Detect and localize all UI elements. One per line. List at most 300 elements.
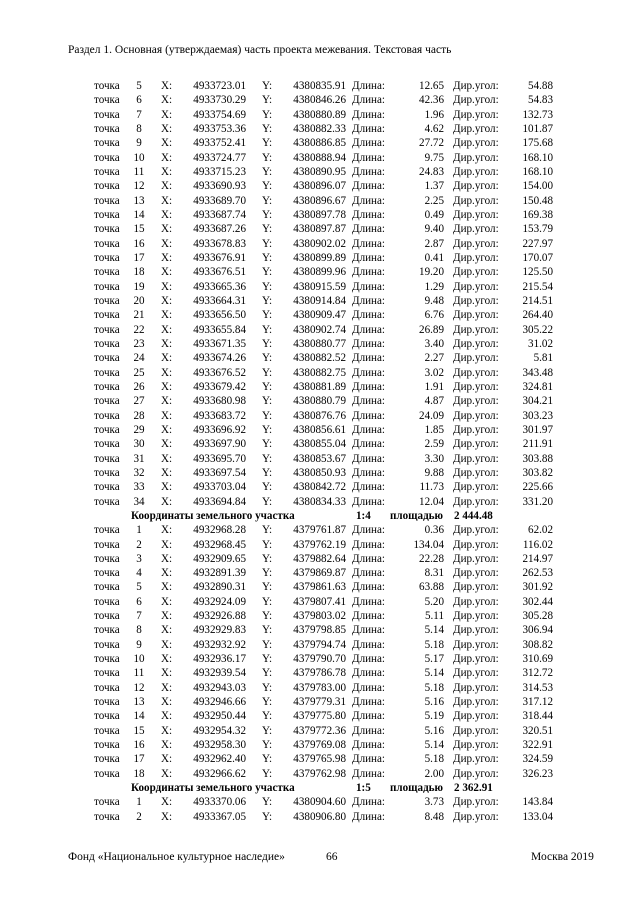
angle-value: 317.12 [522, 696, 553, 709]
y-label: Y: [262, 724, 273, 737]
angle-label: Дир.угол: [453, 337, 499, 350]
x-value: 4933715.23 [193, 165, 246, 178]
point-number: 11 [133, 165, 145, 178]
point-label: точка [94, 524, 120, 537]
angle-value: 304.21 [522, 395, 553, 408]
point-label: точка [94, 581, 120, 594]
angle-value: 324.59 [522, 753, 553, 766]
x-label: X: [161, 438, 173, 451]
length-value: 22.28 [419, 552, 444, 565]
angle-value: 302.44 [522, 595, 553, 608]
angle-label: Дир.угол: [453, 237, 499, 250]
angle-label: Дир.угол: [453, 395, 499, 408]
x-value: 4932909.65 [193, 552, 246, 565]
x-value: 4933752.41 [193, 137, 246, 150]
length-value: 63.88 [419, 581, 444, 594]
angle-value: 324.81 [522, 380, 553, 393]
x-value: 4933671.35 [193, 337, 246, 350]
y-label: Y: [262, 610, 273, 623]
x-label: X: [161, 122, 173, 135]
angle-label: Дир.угол: [453, 194, 499, 207]
table-row [0, 222, 631, 236]
length-label: Длина: [352, 395, 385, 408]
y-value: 4379765.98 [293, 753, 346, 766]
x-label: X: [161, 724, 173, 737]
table-row [0, 409, 631, 423]
y-value: 4379775.80 [293, 710, 346, 723]
length-value: 5.14 [424, 624, 444, 637]
x-label: X: [161, 352, 173, 365]
x-value: 4932946.66 [193, 696, 246, 709]
point-number: 24 [133, 352, 145, 365]
table-row [0, 165, 631, 179]
angle-label: Дир.угол: [453, 581, 499, 594]
x-value: 4933696.92 [193, 423, 246, 436]
x-label: X: [161, 208, 173, 221]
x-label: X: [161, 366, 173, 379]
y-value: 4380902.02 [293, 237, 346, 250]
angle-label: Дир.угол: [453, 610, 499, 623]
length-value: 6.76 [424, 309, 444, 322]
y-value: 4380897.78 [293, 208, 346, 221]
length-value: 5.18 [424, 753, 444, 766]
length-value: 5.19 [424, 710, 444, 723]
length-value: 2.00 [424, 767, 444, 780]
point-label: точка [94, 151, 120, 164]
point-label: точка [94, 165, 120, 178]
x-value: 4932966.62 [193, 767, 246, 780]
angle-label: Дир.угол: [453, 653, 499, 666]
y-label: Y: [262, 495, 273, 508]
point-label: точка [94, 753, 120, 766]
angle-label: Дир.угол: [453, 638, 499, 651]
angle-value: 306.94 [522, 624, 553, 637]
x-value: 4932936.17 [193, 653, 246, 666]
x-label: X: [161, 452, 173, 465]
length-value: 5.14 [424, 739, 444, 752]
length-label: Длина: [352, 380, 385, 393]
angle-label: Дир.угол: [453, 538, 499, 551]
footer-city-year: Москва 2019 [531, 851, 594, 863]
length-value: 12.04 [419, 495, 444, 508]
x-label: X: [161, 581, 173, 594]
point-number: 22 [133, 323, 145, 336]
length-value: 0.41 [424, 251, 444, 264]
angle-label: Дир.угол: [453, 122, 499, 135]
point-number: 4 [136, 567, 142, 580]
point-number: 2 [136, 538, 142, 551]
section-title: Координаты земельного участка [131, 782, 295, 795]
length-label: Длина: [352, 681, 385, 694]
table-row [0, 666, 631, 680]
point-label: точка [94, 280, 120, 293]
table-row [0, 308, 631, 322]
x-value: 4933687.26 [193, 223, 246, 236]
angle-value: 264.40 [522, 309, 553, 322]
x-label: X: [161, 710, 173, 723]
point-number: 5 [136, 80, 142, 92]
point-number: 2 [136, 810, 142, 823]
y-label: Y: [262, 810, 273, 823]
x-value: 4932958.30 [193, 739, 246, 752]
angle-label: Дир.угол: [453, 466, 499, 479]
length-label: Длина: [352, 309, 385, 322]
table-row [0, 480, 631, 494]
y-label: Y: [262, 667, 273, 680]
length-label: Длина: [352, 409, 385, 422]
point-number: 26 [133, 380, 145, 393]
angle-label: Дир.угол: [453, 552, 499, 565]
y-value: 4380915.59 [293, 280, 346, 293]
table-row [0, 638, 631, 652]
angle-label: Дир.угол: [453, 452, 499, 465]
point-number: 25 [133, 366, 145, 379]
point-number: 15 [133, 724, 145, 737]
x-value: 4932962.40 [193, 753, 246, 766]
length-value: 3.73 [424, 796, 444, 809]
y-value: 4379762.98 [293, 767, 346, 780]
x-label: X: [161, 624, 173, 637]
angle-label: Дир.угол: [453, 524, 499, 537]
angle-value: 301.97 [522, 423, 553, 436]
angle-value: 125.50 [522, 266, 553, 279]
angle-label: Дир.угол: [453, 251, 499, 264]
y-label: Y: [262, 753, 273, 766]
angle-label: Дир.угол: [453, 280, 499, 293]
length-value: 5.14 [424, 667, 444, 680]
point-label: точка [94, 810, 120, 823]
y-value: 4380897.87 [293, 223, 346, 236]
length-label: Длина: [352, 495, 385, 508]
x-value: 4933676.52 [193, 366, 246, 379]
y-value: 4379861.63 [293, 581, 346, 594]
x-value: 4933694.84 [193, 495, 246, 508]
angle-value: 54.88 [528, 80, 553, 92]
y-label: Y: [262, 323, 273, 336]
length-label: Длина: [352, 266, 385, 279]
length-label: Длина: [352, 638, 385, 651]
y-value: 4380882.75 [293, 366, 346, 379]
length-value: 0.36 [424, 524, 444, 537]
point-number: 3 [136, 552, 142, 565]
table-row [0, 767, 631, 781]
length-label: Длина: [352, 567, 385, 580]
x-label: X: [161, 495, 173, 508]
table-row [0, 194, 631, 208]
point-number: 20 [133, 294, 145, 307]
angle-label: Дир.угол: [453, 294, 499, 307]
length-value: 8.48 [424, 810, 444, 823]
table-row [0, 337, 631, 351]
table-row [0, 208, 631, 222]
point-label: точка [94, 638, 120, 651]
point-number: 12 [133, 180, 145, 193]
table-row [0, 623, 631, 637]
x-label: X: [161, 108, 173, 121]
y-value: 4380899.89 [293, 251, 346, 264]
y-label: Y: [262, 251, 273, 264]
angle-label: Дир.угол: [453, 810, 499, 823]
angle-label: Дир.угол: [453, 409, 499, 422]
y-label: Y: [262, 538, 273, 551]
y-value: 4380904.60 [293, 796, 346, 809]
length-label: Длина: [352, 208, 385, 221]
length-value: 1.29 [424, 280, 444, 293]
x-label: X: [161, 696, 173, 709]
point-number: 30 [133, 438, 145, 451]
y-label: Y: [262, 581, 273, 594]
length-label: Длина: [352, 180, 385, 193]
table-row [0, 810, 631, 824]
point-label: точка [94, 294, 120, 307]
length-value: 26.89 [419, 323, 444, 336]
table-row [0, 652, 631, 666]
x-label: X: [161, 595, 173, 608]
y-value: 4380888.94 [293, 151, 346, 164]
section-heading [0, 781, 631, 795]
y-label: Y: [262, 294, 273, 307]
y-value: 4380880.79 [293, 395, 346, 408]
section-heading [0, 509, 631, 523]
x-label: X: [161, 681, 173, 694]
y-label: Y: [262, 208, 273, 221]
x-value: 4932929.83 [193, 624, 246, 637]
x-label: X: [161, 337, 173, 350]
table-row [0, 323, 631, 337]
y-label: Y: [262, 108, 273, 121]
x-value: 4932932.92 [193, 638, 246, 651]
length-value: 5.20 [424, 595, 444, 608]
y-label: Y: [262, 380, 273, 393]
table-row [0, 122, 631, 136]
point-number: 28 [133, 409, 145, 422]
x-label: X: [161, 739, 173, 752]
length-label: Длина: [352, 122, 385, 135]
y-value: 4380846.26 [293, 94, 346, 107]
angle-value: 5.81 [533, 352, 553, 365]
length-label: Длина: [352, 696, 385, 709]
length-value: 134.04 [413, 538, 444, 551]
y-value: 4380882.33 [293, 122, 346, 135]
x-value: 4933724.77 [193, 151, 246, 164]
point-number: 32 [133, 466, 145, 479]
angle-label: Дир.угол: [453, 108, 499, 121]
x-label: X: [161, 810, 173, 823]
length-label: Длина: [352, 739, 385, 752]
angle-label: Дир.угол: [453, 180, 499, 193]
angle-value: 262.53 [522, 567, 553, 580]
y-label: Y: [262, 481, 273, 494]
y-label: Y: [262, 137, 273, 150]
x-label: X: [161, 796, 173, 809]
angle-label: Дир.угол: [453, 667, 499, 680]
length-label: Длина: [352, 94, 385, 107]
length-label: Длина: [352, 165, 385, 178]
angle-value: 175.68 [522, 137, 553, 150]
length-value: 5.11 [424, 610, 444, 623]
point-label: точка [94, 481, 120, 494]
angle-value: 225.66 [522, 481, 553, 494]
point-number: 12 [133, 681, 145, 694]
table-row [0, 566, 631, 580]
y-label: Y: [262, 524, 273, 537]
length-label: Длина: [352, 137, 385, 150]
length-value: 1.85 [424, 423, 444, 436]
table-row [0, 552, 631, 566]
angle-label: Дир.угол: [453, 767, 499, 780]
angle-value: 170.07 [522, 251, 553, 264]
length-label: Длина: [352, 810, 385, 823]
point-label: точка [94, 739, 120, 752]
x-value: 4933754.69 [193, 108, 246, 121]
y-value: 4379803.02 [293, 610, 346, 623]
length-value: 11.73 [419, 481, 444, 494]
length-label: Длина: [352, 194, 385, 207]
length-value: 4.87 [424, 395, 444, 408]
point-label: точка [94, 266, 120, 279]
angle-label: Дир.угол: [453, 624, 499, 637]
point-number: 11 [133, 667, 145, 680]
point-label: точка [94, 667, 120, 680]
y-value: 4380853.67 [293, 452, 346, 465]
x-value: 4932939.54 [193, 667, 246, 680]
y-label: Y: [262, 280, 273, 293]
angle-label: Дир.угол: [453, 352, 499, 365]
angle-value: 310.69 [522, 653, 553, 666]
angle-value: 308.82 [522, 638, 553, 651]
x-label: X: [161, 151, 173, 164]
y-label: Y: [262, 409, 273, 422]
table-row [0, 136, 631, 150]
x-label: X: [161, 323, 173, 336]
y-value: 4380886.85 [293, 137, 346, 150]
angle-label: Дир.угол: [453, 753, 499, 766]
length-value: 27.72 [419, 137, 444, 150]
table-row [0, 695, 631, 709]
y-value: 4379786.78 [293, 667, 346, 680]
x-label: X: [161, 767, 173, 780]
angle-label: Дир.угол: [453, 323, 499, 336]
angle-value: 227.97 [522, 237, 553, 250]
table-row [0, 280, 631, 294]
point-label: точка [94, 251, 120, 264]
point-number: 14 [133, 710, 145, 723]
angle-value: 154.00 [522, 180, 553, 193]
point-number: 15 [133, 223, 145, 236]
x-label: X: [161, 80, 173, 92]
point-label: точка [94, 466, 120, 479]
point-number: 9 [136, 137, 142, 150]
length-label: Длина: [352, 667, 385, 680]
x-label: X: [161, 653, 173, 666]
x-value: 4933723.01 [193, 80, 246, 92]
table-row [0, 237, 631, 251]
length-label: Длина: [352, 481, 385, 494]
table-row [0, 595, 631, 609]
x-value: 4933674.26 [193, 352, 246, 365]
length-label: Длина: [352, 753, 385, 766]
point-number: 21 [133, 309, 145, 322]
y-label: Y: [262, 552, 273, 565]
section-area-label: площадью [390, 509, 444, 522]
point-number: 31 [133, 452, 145, 465]
y-label: Y: [262, 595, 273, 608]
x-value: 4933680.98 [193, 395, 246, 408]
point-label: точка [94, 309, 120, 322]
x-label: X: [161, 667, 173, 680]
x-label: X: [161, 638, 173, 651]
angle-value: 303.82 [522, 466, 553, 479]
y-value: 4380899.96 [293, 266, 346, 279]
point-number: 10 [133, 653, 145, 666]
length-label: Длина: [352, 352, 385, 365]
table-row [0, 151, 631, 165]
y-label: Y: [262, 165, 273, 178]
x-value: 4932943.03 [193, 681, 246, 694]
length-value: 2.27 [424, 352, 444, 365]
angle-value: 305.28 [522, 610, 553, 623]
angle-label: Дир.угол: [453, 366, 499, 379]
table-row [0, 795, 631, 809]
table-row [0, 709, 631, 723]
table-row [0, 523, 631, 537]
length-value: 9.48 [424, 294, 444, 307]
y-label: Y: [262, 681, 273, 694]
length-label: Длина: [352, 80, 385, 92]
point-label: точка [94, 108, 120, 121]
table-row [0, 93, 631, 107]
y-value: 4380890.95 [293, 165, 346, 178]
angle-label: Дир.угол: [453, 380, 499, 393]
y-label: Y: [262, 423, 273, 436]
y-label: Y: [262, 638, 273, 651]
length-label: Длина: [352, 223, 385, 236]
x-label: X: [161, 409, 173, 422]
angle-value: 168.10 [522, 165, 553, 178]
y-value: 4379772.36 [293, 724, 346, 737]
length-label: Длина: [352, 294, 385, 307]
length-label: Длина: [352, 151, 385, 164]
y-value: 4379807.41 [293, 595, 346, 608]
y-value: 4380880.89 [293, 108, 346, 121]
y-value: 4379790.70 [293, 653, 346, 666]
angle-value: 153.79 [522, 223, 553, 236]
angle-value: 305.22 [522, 323, 553, 336]
x-value: 4932891.39 [193, 567, 246, 580]
length-value: 42.36 [419, 94, 444, 107]
point-number: 13 [133, 194, 145, 207]
point-label: точка [94, 395, 120, 408]
x-value: 4932890.31 [193, 581, 246, 594]
length-label: Длина: [352, 237, 385, 250]
point-label: точка [94, 194, 120, 207]
angle-label: Дир.угол: [453, 266, 499, 279]
y-label: Y: [262, 237, 273, 250]
point-label: точка [94, 538, 120, 551]
x-value: 4933753.36 [193, 122, 246, 135]
length-label: Длина: [352, 280, 385, 293]
table-row [0, 179, 631, 193]
x-label: X: [161, 552, 173, 565]
length-value: 2.25 [424, 194, 444, 207]
x-value: 4933367.05 [193, 810, 246, 823]
angle-value: 211.91 [522, 438, 553, 451]
table-row [0, 452, 631, 466]
page-header: Раздел 1. Основная (утверждаемая) часть проекта межевания. Текстовая часть [68, 44, 452, 56]
point-label: точка [94, 724, 120, 737]
x-value: 4933703.04 [193, 481, 246, 494]
point-number: 18 [133, 767, 145, 780]
